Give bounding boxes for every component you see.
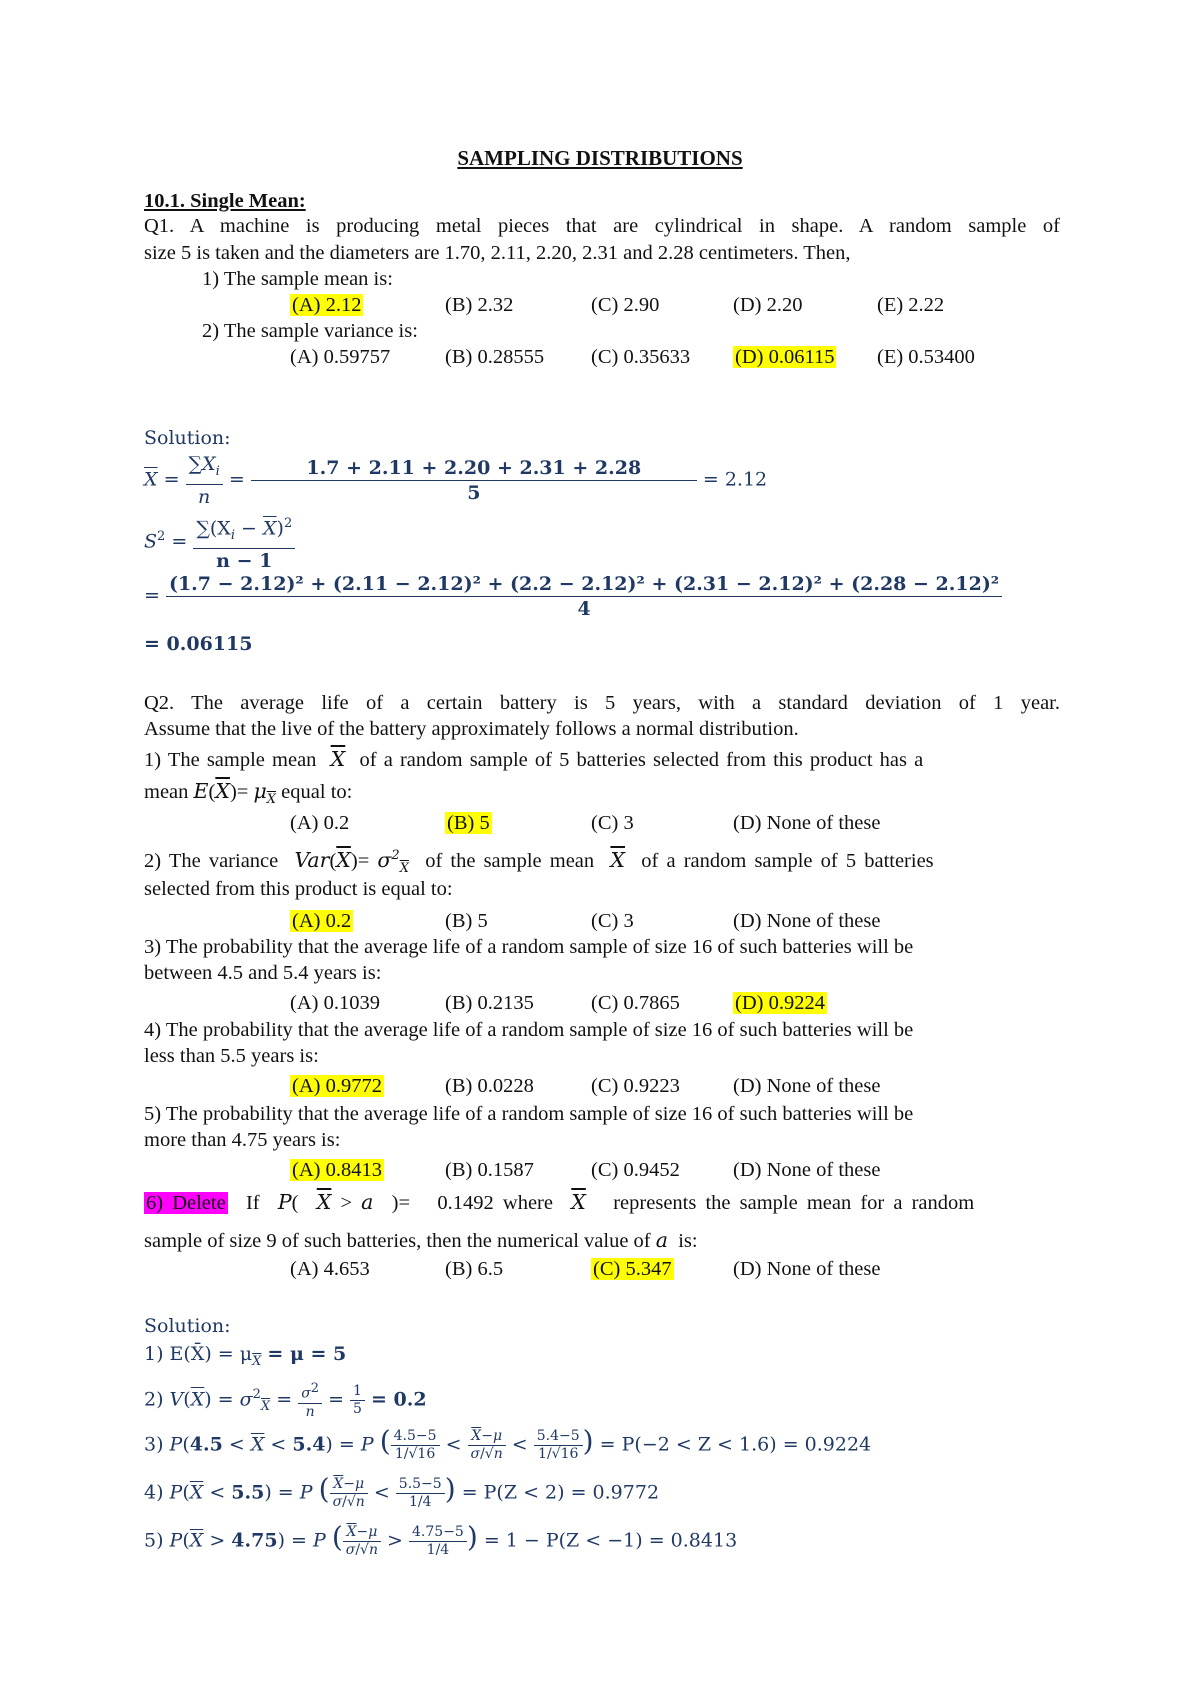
solution-2-step-2: 2) $V(\overline{X}) = \sigma^2_{\overline{X}}$ = $\frac{\sigma^2}{n}$ = $\frac{1}{5}$ = 0.2: [144, 1381, 427, 1420]
q2-part4-line-1: 4) The probability that the average life of a random sample of size 16 of such batteries will be: [144, 1019, 914, 1041]
variance-expansion: = (1.7 − 2.12)² + (2.11 − 2.12)² + (2.2 − 2.12)² + (2.31 − 2.12)² + (2.28 − 2.12)² 4: [144, 572, 1002, 621]
q1-part2-option-c: (C) 0.35633: [591, 346, 691, 368]
q2-part6-option-a: (A) 4.653: [290, 1258, 370, 1280]
q2-part5-option-d: (D) None of these: [733, 1159, 881, 1181]
solution-2-step-4: 4) $P(\overline{X} < 5.5) = P$ ( $\frac{\overline{X}-\mu}{\sigma/√n}$ < $\frac{5.5-5}{1/4}$ ) = P(Z < 2) = 0.9772: [144, 1472, 660, 1510]
q2-part1-line-1: 1) The sample mean $\overline{X}$ of a random sample of 5 batteries selected from this product has a: [144, 747, 924, 771]
q2-part2-line-2: selected from this product is equal to:: [144, 878, 453, 900]
q2-part3-line-1: 3) The probability that the average life of a random sample of size 16 of such batteries will be: [144, 936, 914, 958]
q2-text-line-2: Assume that the live of the battery approximately follows a normal distribution.: [144, 718, 799, 740]
q2-part4-option-a: (A) 0.9772: [292, 1075, 382, 1097]
page-title: SAMPLING DISTRIBUTIONS: [457, 146, 743, 170]
sample-mean-formula: $\overline{X}$ = $\frac{\sum X_i}{n}$ = $\frac{1.7 + 2.11 + 2.20 + 2.31 + 2.28}{5}$ = 2.12: [144, 453, 768, 508]
q2-part1-option-a: (A) 0.2: [290, 812, 350, 834]
q1-text-line-2: size 5 is taken and the diameters are 1.70, 2.11, 2.20, 2.31 and 2.28 centimeters. Then,: [144, 242, 851, 264]
q2-part3-option-b: (B) 0.2135: [445, 992, 534, 1014]
q2-part1-option-d: (D) None of these: [733, 812, 881, 834]
sample-variance-formula: $S^2$ = $\frac{\sum(X_i - \overline{X})^2}{n - 1}$: [144, 512, 295, 573]
q2-part6-option-d: (D) None of these: [733, 1258, 881, 1280]
q1-part2-option-a: (A) 0.59757: [290, 346, 391, 368]
q2-part3-option-c: (C) 0.7865: [591, 992, 680, 1014]
q2-part3-option-d: (D) 0.9224: [735, 992, 825, 1014]
solution-1-label: Solution:: [144, 427, 231, 449]
q2-part6-option-c: (C) 5.347: [593, 1258, 672, 1280]
q2-part6-line-1: 6) Delete If P( $\overline{X} > a$ )= 0.1492 where $\overline{X}$ represents the sample mean for a random: [146, 1190, 975, 1214]
q2-part2-line-1: 2) The variance $Var(\overline{X})= \sigma^2_{\overline{X}}$ of the sample mean $\overline{X}$ of a random sample of 5 batteries: [144, 847, 934, 876]
q2-part6-option-b: (B) 6.5: [445, 1258, 504, 1280]
q1-part2-option-d: (D) 0.06115: [735, 346, 835, 368]
solution-2-step-1: 1) E(X̄) = $\mu_{\overline{X}} = \mu = 5$: [144, 1343, 347, 1369]
solution-2-step-3: 3) $P(4.5 < \overline{X} < 5.4) = P$ ( $\frac{4.5-5}{1/√16}$ < $\frac{\overline{X}-\mu}{\sigma/√n}$ < $\frac{5.4-5}{1/√16}$ ) = P(−2 < Z < 1.6) = 0.9224: [144, 1424, 872, 1462]
q1-part1-prompt: 1) The sample mean is:: [202, 268, 393, 290]
solution-2-label: Solution:: [144, 1315, 231, 1337]
q1-part2-option-e: (E) 0.53400: [877, 346, 975, 368]
q2-part3-option-a: (A) 0.1039: [290, 992, 380, 1014]
q2-part4-option-b: (B) 0.0228: [445, 1075, 534, 1097]
q1-text-line-1: Q1. A machine is producing metal pieces that are cylindrical in shape. A random sample of: [144, 215, 1060, 237]
solution-2-step-5: 5) $P(\overline{X} > 4.75) = P$ ( $\frac{\overline{X}-\mu}{\sigma/√n}$ > $\frac{4.75-5}{1/4}$ ) = 1 − P(Z < −1) = 0.8413: [144, 1520, 738, 1558]
q2-part5-line-2: more than 4.75 years is:: [144, 1129, 341, 1151]
q2-part4-line-2: less than 5.5 years is:: [144, 1045, 319, 1067]
q1-part1-option-c: (C) 2.90: [591, 294, 660, 316]
q1-part1-option-a: (A) 2.12: [292, 294, 362, 316]
q2-part2-option-d: (D) None of these: [733, 910, 881, 932]
q2-part5-option-c: (C) 0.9452: [591, 1159, 680, 1181]
q1-part1-option-b: (B) 2.32: [445, 294, 514, 316]
q1-part1-option-e: (E) 2.22: [877, 294, 945, 316]
q2-part4-option-c: (C) 0.9223: [591, 1075, 680, 1097]
q2-part4-option-d: (D) None of these: [733, 1075, 881, 1097]
q2-part2-option-a: (A) 0.2: [292, 910, 352, 932]
q2-part2-option-c: (C) 3: [591, 910, 634, 932]
q2-text-line-1: Q2. The average life of a certain battery is 5 years, with a standard deviation of 1 year.: [144, 692, 1060, 714]
q1-part2-option-b: (B) 0.28555: [445, 346, 545, 368]
q2-part5-option-a: (A) 0.8413: [292, 1159, 382, 1181]
q1-part1-option-d: (D) 2.20: [733, 294, 803, 316]
delete-marker: 6) Delete: [146, 1192, 226, 1214]
q2-part5-option-b: (B) 0.1587: [445, 1159, 534, 1181]
section-heading: 10.1. Single Mean:: [144, 190, 306, 212]
q2-part5-line-1: 5) The probability that the average life of a random sample of size 16 of such batteries will be: [144, 1103, 914, 1125]
q2-part1-line-2: mean $E(\overline{X})= \mu_{\overline{X}}$ equal to:: [144, 779, 353, 808]
q2-part1-option-b: (B) 5: [447, 812, 490, 834]
q2-part1-option-c: (C) 3: [591, 812, 634, 834]
q2-part6-line-2: sample of size 9 of such batteries, then the numerical value of a is:: [144, 1228, 698, 1252]
q2-part2-option-b: (B) 5: [445, 910, 488, 932]
q1-part2-prompt: 2) The sample variance is:: [202, 320, 418, 342]
variance-result: = 0.06115: [144, 633, 253, 655]
q2-part3-line-2: between 4.5 and 5.4 years is:: [144, 962, 382, 984]
